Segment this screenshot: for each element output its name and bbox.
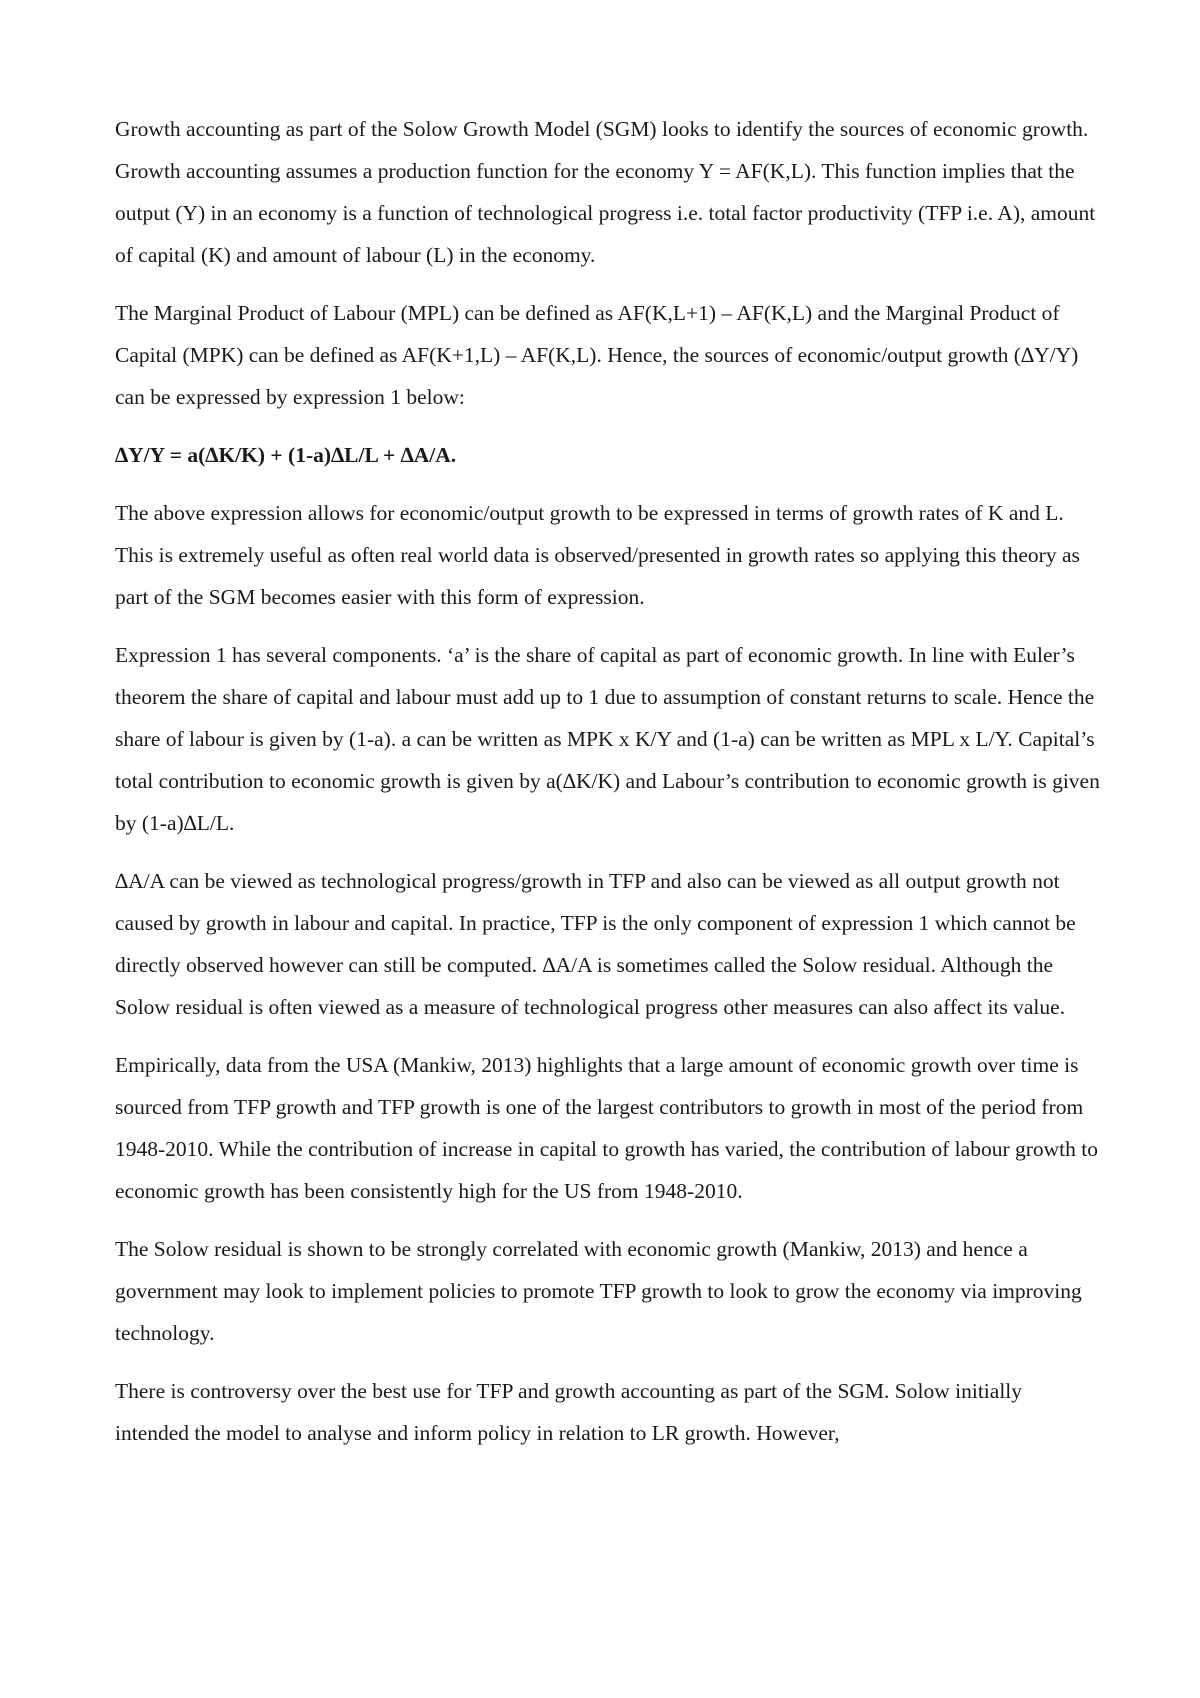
expression-1-formula: ∆Y/Y = a(∆K/K) + (1-a)∆L/L + ∆A/A.	[115, 443, 457, 467]
paragraph-marginal-products: The Marginal Product of Labour (MPL) can be defined as AF(K,L+1) – AF(K,L) and the Marginal Product of Capital (MPK) can be defined as AF(K+1,L) – AF(K,L). Hence, the sources of economic/output growth (∆Y/Y) can be expressed by expression 1 below:	[115, 301, 1079, 409]
paragraph-growth-accounting-intro: Growth accounting as part of the Solow Growth Model (SGM) looks to identify the sources of economic growth. Growth accounting assumes a production function for the economy Y = AF(K,L). This function implies that the output (Y) in an economy is a function of technological progress i.e. total factor productivity (TFP i.e. A), amount of capital (K) and amount of labour (L) in the economy.	[115, 117, 1096, 267]
paragraph-empirical-usa: Empirically, data from the USA (Mankiw, 2013) highlights that a large amount of economic growth over time is sourced from TFP growth and TFP growth is one of the largest contributors to growth in most of the period from 1948-2010. While the contribution of increase in capital to growth has varied, the contribution of labour growth to economic growth has been consistently high for the US from 1948-2010.	[115, 1053, 1098, 1203]
paragraph-expression-usefulness: The above expression allows for economic/output growth to be expressed in terms of growth rates of K and L. This is extremely useful as often real world data is observed/presented in growth rates so applying this theory as part of the SGM becomes easier with this form of expression.	[115, 501, 1080, 609]
paragraph-policy-implications: The Solow residual is shown to be strongly correlated with economic growth (Mankiw, 2013) and hence a government may look to implement policies to promote TFP growth to look to grow the economy via improving technology.	[115, 1237, 1082, 1345]
document-page	[115, 108, 1100, 1470]
paragraph-expression-components: Expression 1 has several components. ‘a’ is the share of capital as part of economic growth. In line with Euler’s theorem the share of capital and labour must add up to 1 due to assumption of constant returns to scale. Hence the share of labour is given by (1-a). a can be written as MPK x K/Y and (1-a) can be written as MPL x L/Y. Capital’s total contribution to economic growth is given by a(∆K/K) and Labour’s contribution to economic growth is given by (1-a)∆L/L.	[115, 643, 1100, 835]
paragraph-solow-residual: ∆A/A can be viewed as technological progress/growth in TFP and also can be viewed as all output growth not caused by growth in labour and capital. In practice, TFP is the only component of expression 1 which cannot be directly observed however can still be computed. ∆A/A is sometimes called the Solow residual. Although the Solow residual is often viewed as a measure of technological progress other measures can also affect its value.	[115, 869, 1076, 1019]
paragraph-controversy: There is controversy over the best use for TFP and growth accounting as part of the SGM. Solow initially intended the model to analyse and inform policy in relation to LR growth. However,	[115, 1379, 1023, 1445]
